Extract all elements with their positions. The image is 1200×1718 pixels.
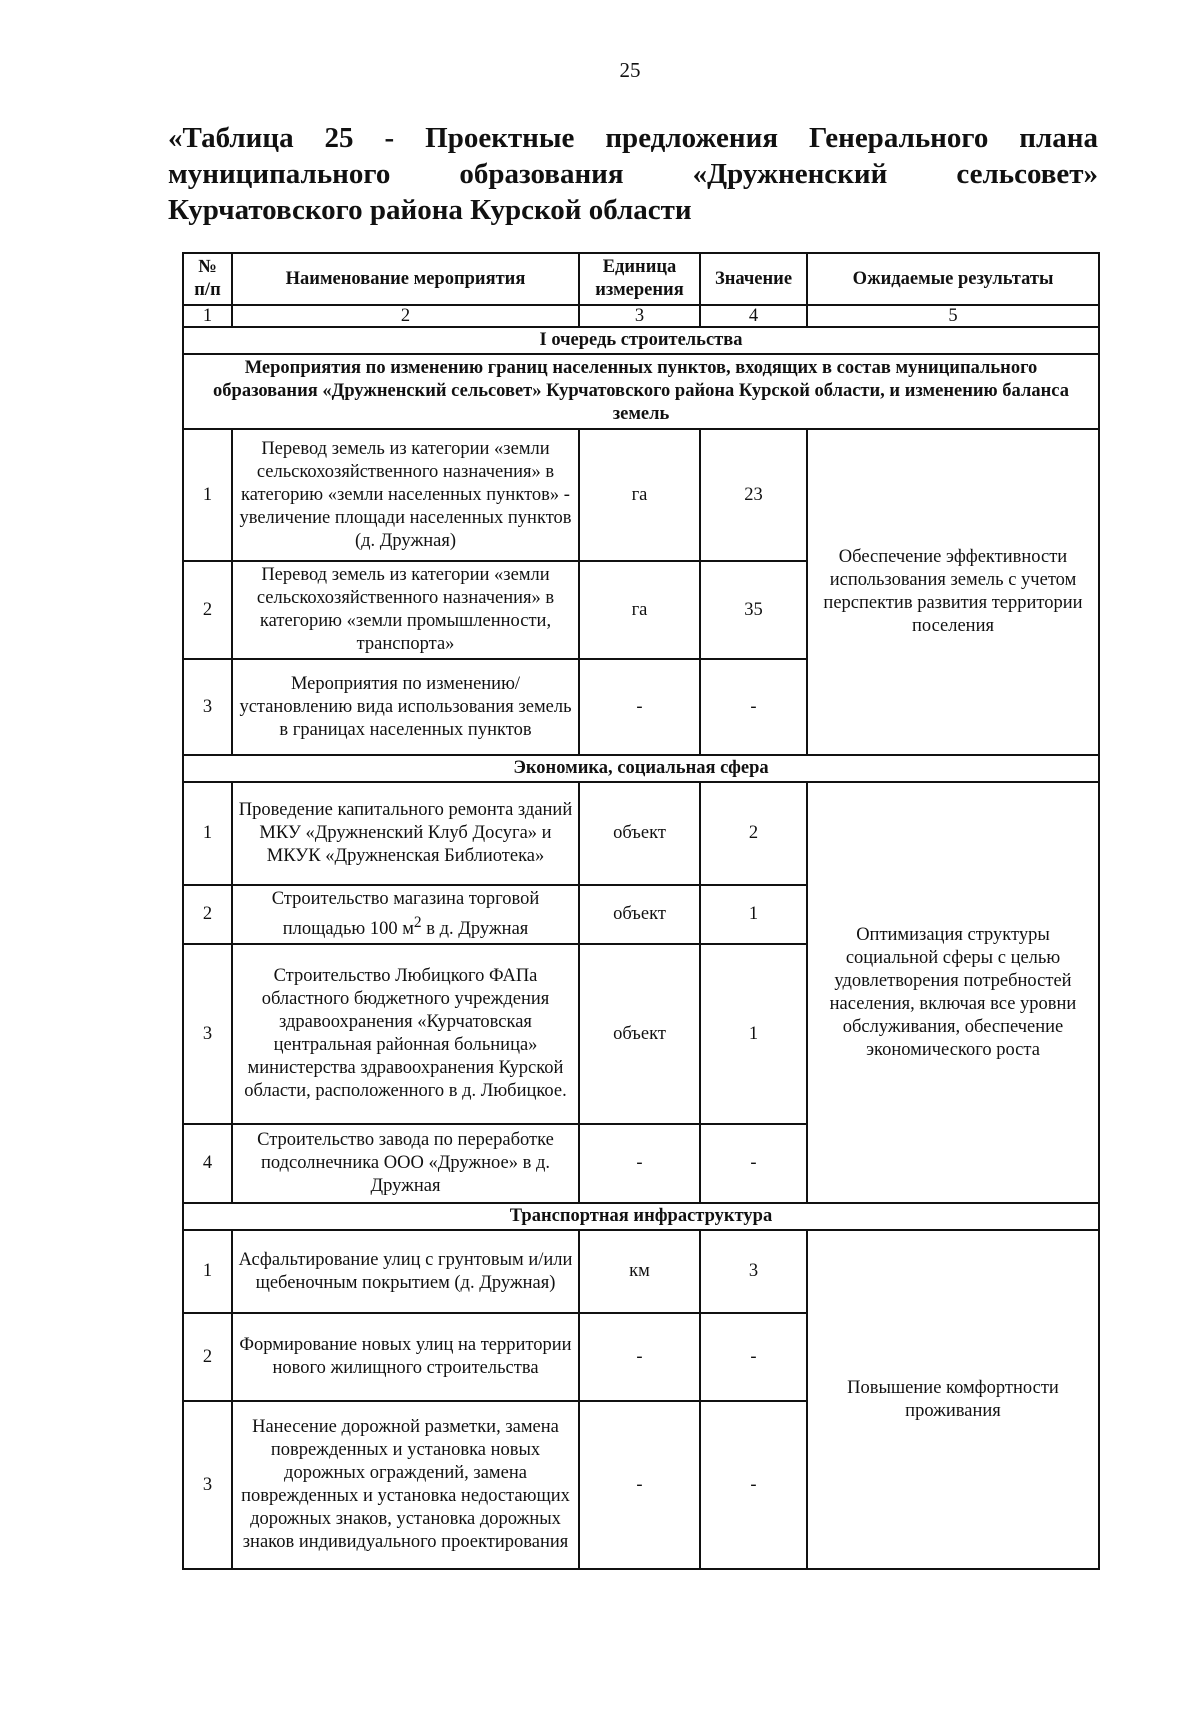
- row-number: 3: [183, 659, 232, 755]
- row-name: Перевод земель из категории «земли сельскохозяйственного назначения» в категорию «земли населенных пунктов» - увеличение площади населенных пунктов (д. Дружная): [232, 429, 579, 561]
- row-unit: -: [579, 1401, 700, 1569]
- title-line-3: Курчатовского района Курской области: [168, 194, 692, 226]
- title-line-2: муниципального образования «Дружненский сельсовет»: [168, 158, 1098, 190]
- row-number: 1: [183, 429, 232, 561]
- row-unit: -: [579, 659, 700, 755]
- section-row: [183, 1203, 1099, 1230]
- row-result: Повышение комфортности проживания: [807, 1230, 1099, 1569]
- row-value: 2: [700, 782, 807, 885]
- row-unit: объект: [579, 944, 700, 1124]
- title-line-1: «Таблица 25 - Проектные предложения Генерального плана: [168, 122, 1098, 154]
- section-row: [183, 327, 1099, 354]
- row-name: Асфальтирование улиц с грунтовым и/или щебеночным покрытием (д. Дружная): [232, 1230, 579, 1313]
- section-subtitle: Мероприятия по изменению границ населенных пунктов, входящих в состав муниципального образования «Дружненский сельсовет» Курчатовского района Курской области, и изменению баланса земель: [183, 354, 1099, 429]
- row-value: 3: [700, 1230, 807, 1313]
- section-title: Транспортная инфраструктура: [183, 1203, 1099, 1230]
- row-value: -: [700, 1401, 807, 1569]
- header-result: Ожидаемые результаты: [807, 253, 1099, 305]
- table-row: [183, 429, 1099, 561]
- row-value: -: [700, 1313, 807, 1401]
- page-number: 25: [619, 58, 641, 82]
- row-name: Мероприятия по изменению/установлению вида использования земель в границах населенных пунктов: [232, 659, 579, 755]
- col-number: 5: [807, 305, 1099, 327]
- row-number: 2: [183, 561, 232, 659]
- col-number: 3: [579, 305, 700, 327]
- row-value: -: [700, 1124, 807, 1203]
- row-number: 3: [183, 944, 232, 1124]
- row-unit: объект: [579, 885, 700, 944]
- row-value: 1: [700, 885, 807, 944]
- col-number: 2: [232, 305, 579, 327]
- row-name: Нанесение дорожной разметки, замена поврежденных и установка новых дорожных ограждений, замена поврежденных и установка недостающих дорожных знаков, установка дорожных знаков индивидуального проектирования: [232, 1401, 579, 1569]
- row-name: Строительство Любицкого ФАПа областного бюджетного учреждения здравоохранения «Курчатовская центральная районная больница» министерства здравоохранения Курской области, расположенного в д. Любицкое.: [232, 944, 579, 1124]
- section-title: I очередь строительства: [183, 327, 1099, 354]
- row-name: Строительство магазина торговой площадью 100 $м^2$ в д. Дружная: [232, 885, 579, 944]
- row-unit: -: [579, 1313, 700, 1401]
- header-name: Наименование мероприятия: [232, 253, 579, 305]
- section-row: [183, 755, 1099, 782]
- row-value: 35: [700, 561, 807, 659]
- column-number-row: [183, 305, 1099, 327]
- row-name: Проведение капитального ремонта зданий МКУ «Дружненский Клуб Досуга» и МКУК «Дружненская Библиотека»: [232, 782, 579, 885]
- row-value: 23: [700, 429, 807, 561]
- row-number: 1: [183, 782, 232, 885]
- header-row: [183, 253, 1099, 305]
- header-num: № п/п: [183, 253, 232, 305]
- table-row: [183, 782, 1099, 885]
- row-unit: км: [579, 1230, 700, 1313]
- row-unit: га: [579, 561, 700, 659]
- row-result: Оптимизация структуры социальной сферы с целью удовлетворения потребностей населения, включая все уровни обслуживания, обеспечение экономического роста: [807, 782, 1099, 1203]
- row-unit: га: [579, 429, 700, 561]
- row-name: Формирование новых улиц на территории нового жилищного строительства: [232, 1313, 579, 1401]
- subsection-row: [183, 354, 1099, 429]
- row-number: 2: [183, 885, 232, 944]
- row-name: Перевод земель из категории «земли сельскохозяйственного назначения» в категорию «земли промышленности, транспорта»: [232, 561, 579, 659]
- header-unit: Единица измерения: [579, 253, 700, 305]
- section-title: Экономика, социальная сфера: [183, 755, 1099, 782]
- col-number: 1: [183, 305, 232, 327]
- row-result: Обеспечение эффективности использования земель с учетом перспектив развития территории поселения: [807, 429, 1099, 755]
- row-name: Строительство завода по переработке подсолнечника ООО «Дружное» в д. Дружная: [232, 1124, 579, 1203]
- row-value: -: [700, 659, 807, 755]
- table-row: [183, 1230, 1099, 1313]
- col-number: 4: [700, 305, 807, 327]
- row-number: 2: [183, 1313, 232, 1401]
- row-unit: -: [579, 1124, 700, 1203]
- row-value: 1: [700, 944, 807, 1124]
- row-number: 1: [183, 1230, 232, 1313]
- row-number: 4: [183, 1124, 232, 1203]
- header-value: Значение: [700, 253, 807, 305]
- measures-table: [182, 252, 1100, 1570]
- row-unit: объект: [579, 782, 700, 885]
- row-number: 3: [183, 1401, 232, 1569]
- table-title: [168, 120, 1098, 228]
